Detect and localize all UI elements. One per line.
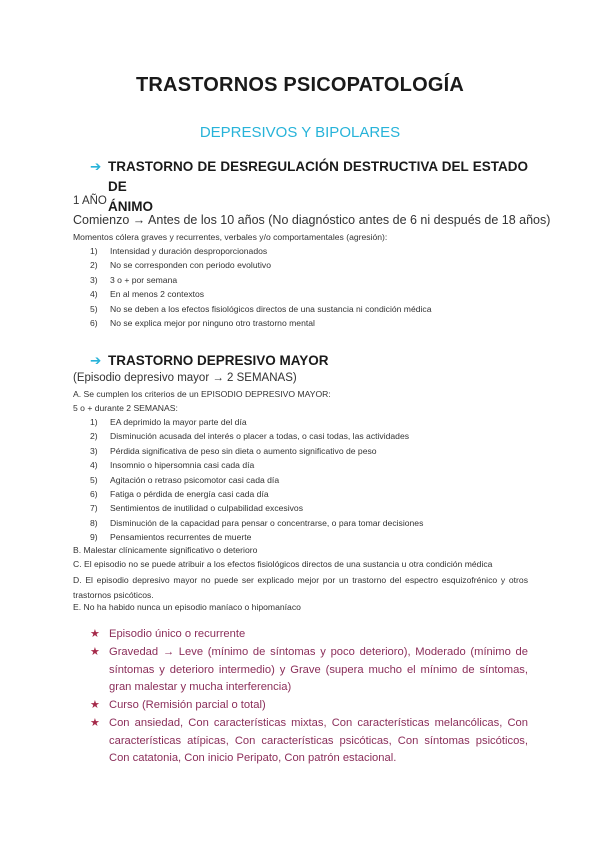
list-item xyxy=(90,258,432,272)
section1-onset: Comienzo → Antes de los 10 años (No diagnóstico antes de 6 ni después de 18 años) xyxy=(73,213,551,227)
list-item-number: 6) xyxy=(90,317,98,328)
list-item xyxy=(90,302,432,316)
list-item-number: 5) xyxy=(90,474,98,485)
list-item xyxy=(90,516,423,530)
star-icon: ★ xyxy=(90,646,100,658)
list-item-number: 3) xyxy=(90,274,98,285)
section1-heading-line1: TRASTORNO DE DESREGULACIÓN DESTRUCTIVA DEL ESTADO DE xyxy=(108,159,528,194)
list-item-number: 2) xyxy=(90,260,98,271)
star-icon: ★ xyxy=(90,699,100,711)
section-subtitle: DEPRESIVOS Y BIPOLARES xyxy=(199,124,401,141)
list-item xyxy=(90,244,432,258)
list-item xyxy=(90,273,432,287)
list-item-text: Agitación o retraso psicomotor casi cada día xyxy=(110,474,280,485)
section2-criteria-d: D. El episodio depresivo mayor no puede ser explicado mejor por un trastorno del espectro esquizofrénico y otros trastornos psicóticos. xyxy=(73,575,528,600)
section2-criteria-a2: 5 o + durante 2 SEMANAS: xyxy=(73,403,178,413)
list-item xyxy=(90,429,423,443)
list-item-number: 6) xyxy=(90,488,98,499)
list-item xyxy=(90,487,423,501)
star-icon: ★ xyxy=(90,628,100,640)
list-item xyxy=(90,415,423,429)
list-item xyxy=(90,316,432,330)
list-item-number: 4) xyxy=(90,460,98,471)
page-title: TRASTORNOS PSICOPATOLOGÍA xyxy=(136,74,464,96)
list-item-text: Pensamientos recurrentes de muerte xyxy=(110,532,252,543)
section1-heading-line2: ÁNIMO xyxy=(108,199,153,214)
list-item-number: 1) xyxy=(90,417,98,427)
specifiers-list xyxy=(90,626,528,768)
list-item-number: 2) xyxy=(90,431,98,442)
list-item xyxy=(90,287,432,301)
section2-criteria-b: B. Malestar clínicamente significativo o deterioro xyxy=(73,545,258,555)
list-item-text: No se corresponden con periodo evolutivo xyxy=(110,260,271,271)
list-item-text: En al menos 2 contextos xyxy=(110,289,205,300)
section1-criteria-list xyxy=(90,244,432,330)
list-item-number: 7) xyxy=(90,503,98,514)
list-item xyxy=(90,530,423,544)
list-item-text: No se deben a los efectos fisiológicos directos de una sustancia ni condición médica xyxy=(110,303,432,314)
specifier-text: Gravedad → Leve (mínimo de síntomas y poco deterioro), Moderado (mínimo de síntomas y deterioro intermedio) y Grave (supera mucho el mínimo de síntomas, gran malestar y mucha interferencia) xyxy=(109,646,528,693)
list-item-number: 4) xyxy=(90,289,98,300)
list-item-text: Intensidad y duración desproporcionados xyxy=(110,246,268,256)
list-item-number: 1) xyxy=(90,246,98,256)
list-item xyxy=(90,458,423,472)
section2-criteria-c: C. El episodio no se puede atribuir a los efectos fisiológicos directos de una sustancia u otra condición médica xyxy=(73,559,493,569)
specifier-item xyxy=(90,626,528,644)
list-item-text: EA deprimido la mayor parte del día xyxy=(110,417,247,427)
section2-criteria-e: E. No ha habido nunca un episodio maníaco o hipomaníaco xyxy=(73,602,301,612)
list-item-text: Disminución acusada del interés o placer a todas, o casi todas, las actividades xyxy=(110,431,410,442)
specifier-item xyxy=(90,697,528,715)
specifier-item xyxy=(90,715,528,768)
specifier-text: Con ansiedad, Con características mixtas, Con características melancólicas, Con características atípicas, Con características psicóticas, Con síntomas psicóticos, Con catatonia, Con inicio Peripato, Con patrón estacional. xyxy=(109,717,528,764)
list-item-text: 3 o + por semana xyxy=(110,274,178,285)
arrow-right-icon: ➔ xyxy=(90,353,102,368)
list-item-text: Insomnio o hipersomnia casi cada día xyxy=(110,460,255,471)
list-item-text: Sentimientos de inutilidad o culpabilidad excesivos xyxy=(110,503,303,514)
section2-criteria-a: A. Se cumplen los criterios de un EPISODIO DEPRESIVO MAYOR: xyxy=(73,389,331,399)
section2-heading-text: TRASTORNO DEPRESIVO MAYOR xyxy=(108,353,329,368)
list-item xyxy=(90,501,423,515)
list-item-number: 8) xyxy=(90,517,98,528)
list-item-text: Pérdida significativa de peso sin dieta o aumento significativo de peso xyxy=(110,445,377,456)
star-icon: ★ xyxy=(90,717,100,729)
arrow-right-icon: ➔ xyxy=(90,159,102,174)
section1-age: 1 AÑO xyxy=(73,195,107,207)
specifier-text: Episodio único o recurrente xyxy=(109,628,246,640)
list-item xyxy=(90,473,423,487)
section2-episode: (Episodio depresivo mayor → 2 SEMANAS) xyxy=(73,372,297,384)
specifier-text: Curso (Remisión parcial o total) xyxy=(109,699,266,711)
specifier-item xyxy=(90,644,528,697)
list-item-number: 3) xyxy=(90,445,98,456)
section1-heading xyxy=(90,157,528,217)
list-item-text: Disminución de la capacidad para pensar o concentrarse, o para tomar decisiones xyxy=(110,517,424,528)
section1-intro: Momentos cólera graves y recurrentes, verbales y/o comportamentales (agresión): xyxy=(73,232,388,242)
section2-criteria-list xyxy=(90,415,423,545)
section2-heading xyxy=(90,351,528,371)
list-item-text: Fatiga o pérdida de energía casi cada día xyxy=(110,488,269,499)
list-item xyxy=(90,444,423,458)
list-item-number: 9) xyxy=(90,532,98,543)
list-item-number: 5) xyxy=(90,303,98,314)
list-item-text: No se explica mejor por ninguno otro trastorno mental xyxy=(110,317,315,328)
